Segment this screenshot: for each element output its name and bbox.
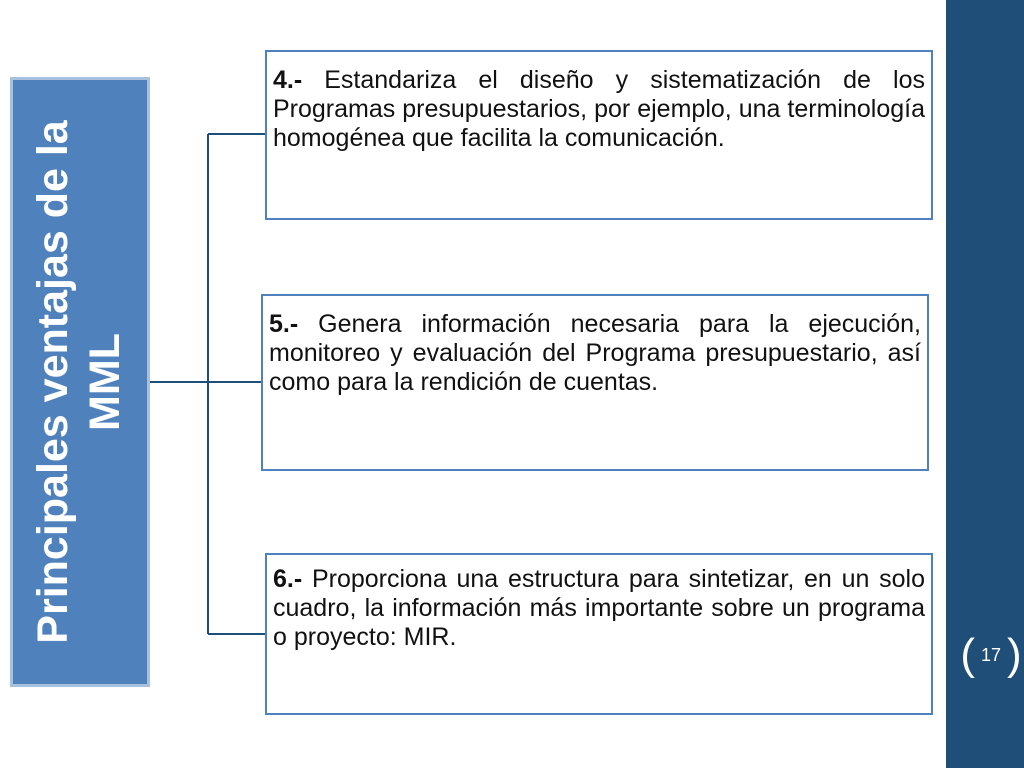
advantage-box-6 [265,553,933,715]
page-number-value: 17 [980,644,1002,665]
main-topic-title: Principales ventajas de la MML [29,120,129,644]
advantage-box-5 [261,294,929,471]
advantage-box-4 [265,50,933,220]
advantage-text: Estandariza el diseño y sistematización de los Programas presupuestarios, por ejemplo, una terminología homogénea que facilita la comunicación. [273,66,925,152]
advantage-number: 5.- [269,310,299,338]
advantage-number: 6.- [273,565,303,593]
right-brace-icon: ) [1007,630,1022,679]
advantage-text: Genera información necesaria para la ejecución, monitoreo y evaluación del Programa presupuestario, así como para la rendición de cuentas. [269,310,921,396]
advantage-number: 4.- [273,66,303,94]
left-brace-icon: ( [960,630,975,679]
advantage-text: Proporciona una estructura para sintetizar, en un solo cuadro, la información más importante sobre un programa o proyecto: MIR. [273,565,925,651]
